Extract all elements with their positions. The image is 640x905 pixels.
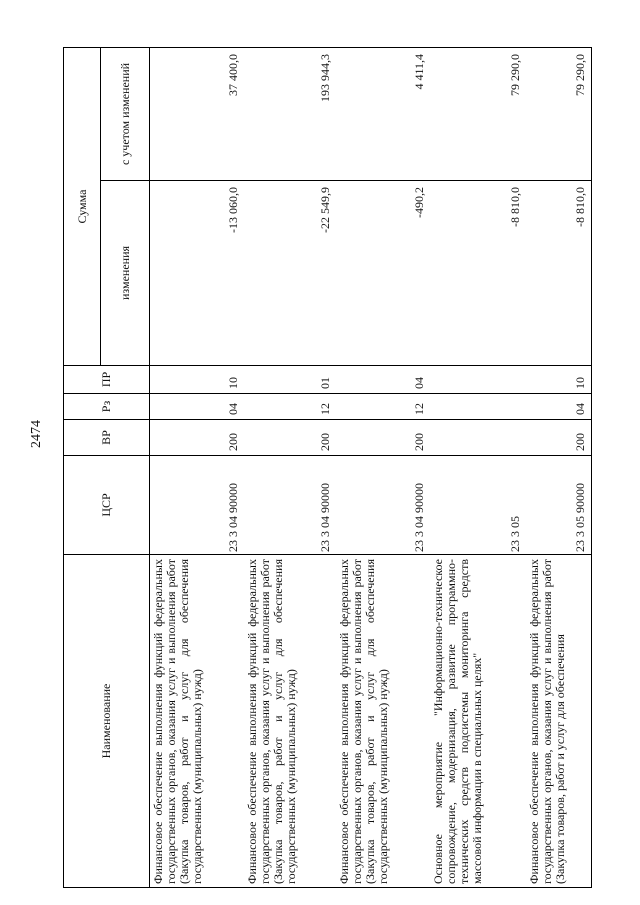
row-vr: 200 <box>150 420 244 456</box>
row-with-change: 37 400,0 <box>150 47 244 180</box>
row-pr: 10 <box>526 366 592 394</box>
row-name: Финансовое обеспечение выполнения функций федеральных государственных органов, оказания услуг и выполнения работ (Закупка товаров, работ и услуг для обеспечения государственных (муниципальных) нужд) <box>336 555 430 888</box>
row-with-change: 193 944,3 <box>244 47 336 180</box>
row-vr: 200 <box>244 420 336 456</box>
row-pr: 01 <box>244 366 336 394</box>
row-csr: 23 3 04 90000 <box>244 456 336 555</box>
row-with-change: 79 290,0 <box>526 47 592 180</box>
header-with-change: с учетом изменений <box>101 47 150 180</box>
row-change: -8 810,0 <box>526 181 592 366</box>
row-change: -22 549,9 <box>244 181 336 366</box>
header-change: изменения <box>101 181 150 366</box>
header-row <box>64 47 101 887</box>
header-name: Наименование <box>64 555 150 888</box>
row-with-change: 4 411,4 <box>336 47 430 180</box>
header-pr: ПР <box>64 366 150 394</box>
table-row <box>430 47 526 887</box>
row-rz: 12 <box>336 394 430 420</box>
header-csr: ЦСР <box>64 456 150 555</box>
header-sum: Сумма <box>64 47 101 365</box>
header-rz: Рз <box>64 394 150 420</box>
row-rz: 04 <box>526 394 592 420</box>
row-name: Финансовое обеспечение выполнения функций федеральных государственных органов, оказания услуг и выполнения работ (Закупка товаров, работ и услуг для обеспечения государственных (муниципальных) нужд) <box>150 555 244 888</box>
row-name: Финансовое обеспечение выполнения функций федеральных государственных органов, оказания услуг и выполнения работ (Закупка товаров, работ и услуг для обеспечения <box>526 555 592 888</box>
row-rz <box>430 394 526 420</box>
row-csr: 23 3 04 90000 <box>150 456 244 555</box>
row-name: Финансовое обеспечение выполнения функций федеральных государственных органов, оказания услуг и выполнения работ (Закупка товаров, работ и услуг для обеспечения государственных (муниципальных) нужд) <box>244 555 336 888</box>
row-with-change: 79 290,0 <box>430 47 526 180</box>
row-rz: 12 <box>244 394 336 420</box>
row-vr: 200 <box>336 420 430 456</box>
table-row <box>526 47 592 887</box>
budget-table-page <box>63 48 609 888</box>
row-csr: 23 3 05 <box>430 456 526 555</box>
row-change: -8 810,0 <box>430 181 526 366</box>
row-name: Основное мероприятие "Информационно-техническое сопровождение, модернизация, развитие программно-технических средств подсистемы мониторинга средств массовой информации в специальных целях" <box>430 555 526 888</box>
row-pr: 10 <box>150 366 244 394</box>
row-csr: 23 3 04 90000 <box>336 456 430 555</box>
header-vr: ВР <box>64 420 150 456</box>
row-vr: 200 <box>526 420 592 456</box>
table-row <box>150 47 244 887</box>
budget-table <box>63 47 592 888</box>
row-csr: 23 3 05 90000 <box>526 456 592 555</box>
row-pr <box>430 366 526 394</box>
row-change: -13 060,0 <box>150 181 244 366</box>
page-number: 2474 <box>29 420 44 448</box>
table-row <box>244 47 336 887</box>
row-rz: 04 <box>150 394 244 420</box>
row-pr: 04 <box>336 366 430 394</box>
table-row <box>336 47 430 887</box>
row-vr <box>430 420 526 456</box>
row-change: -490,2 <box>336 181 430 366</box>
